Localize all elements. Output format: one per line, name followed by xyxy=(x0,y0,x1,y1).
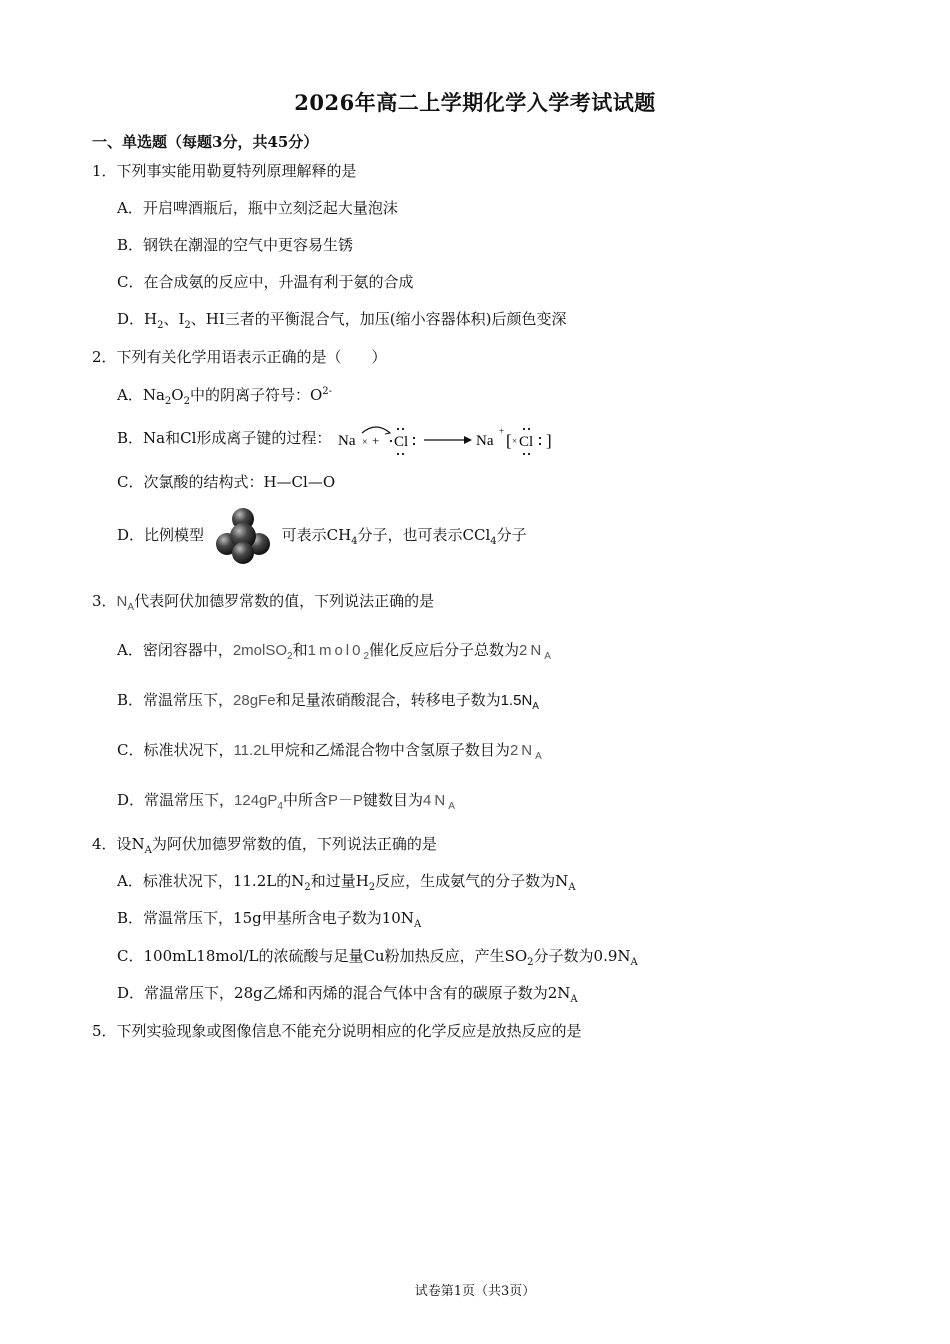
question-4-option-d: D．常温常压下，28g乙烯和丙烯的混合气体中含有的碳原子数为$2N_A$ xyxy=(117,984,578,1005)
question-2-option-a: A．$Na_2O_2$中的阴离子符号：$O^{2-}$ xyxy=(117,386,333,407)
question-2-option-c: C．次氯酸的结构式：H—Cl—O xyxy=(117,473,336,491)
page-title: 2026年高二上学期化学入学考试试题 xyxy=(294,90,656,115)
question-3-option-d: D．常温常压下，$124gP_4$中所含P－P键数目为$4N_A$ xyxy=(117,791,455,812)
question-2-stem: 2．下列有关化学用语表示正确的是（ ） xyxy=(92,348,387,366)
question-3-option-b: B．常温常压下，28gFe和足量浓硝酸混合，转移电子数为$1.5N_A$ xyxy=(117,691,539,712)
left-bracket: [ xyxy=(506,431,512,450)
question-3-option-a: A．密闭容器中，2molSO$_2$和$1mol0_2$催化反应后分子总数为$2N_A$ xyxy=(117,641,551,662)
na-ion-charge: + xyxy=(499,426,505,436)
question-1-option-d: D．$H_2$、$I_2$、HI三者的平衡混合气，加压(缩小容器体积)后颜色变深 xyxy=(117,310,567,331)
plus-sign: + xyxy=(372,433,380,448)
na-atom-label: Na xyxy=(338,433,356,449)
question-4-stem: 4．设$N_A$为阿伏加德罗常数的值，下列说法正确的是 xyxy=(92,835,437,856)
space-filling-model-image xyxy=(213,506,273,566)
question-5-stem: 5．下列实验现象或图像信息不能充分说明相应的化学反应是放热反应的是 xyxy=(92,1022,582,1040)
question-1-option-a: A．开启啤酒瓶后，瓶中立刻泛起大量泡沫 xyxy=(117,199,398,217)
question-3-stem: 3．$N_A$代表阿伏加德罗常数的值，下列说法正确的是 xyxy=(92,592,435,613)
question-1-option-c: C．在合成氨的反应中，升温有利于氨的合成 xyxy=(117,273,414,291)
cl-ion-label: Cl xyxy=(519,434,534,450)
cl-ion-electron-cross: × xyxy=(512,436,518,446)
question-4-option-c: C．100mL18mol/L的浓硫酸与足量Cu粉加热反应，产生$SO_2$分子数为$0.9N_A$ xyxy=(117,947,638,968)
question-3-option-c: C．标准状况下，11.2L甲烷和乙烯混合物中含氢原子数目为$2N_A$ xyxy=(117,741,542,762)
ionic-bond-formation-diagram xyxy=(336,419,561,459)
question-4-option-a: A．标准状况下，11.2L的$N_2$和过量$H_2$反应，生成氨气的分子数为$N_A$ xyxy=(117,872,576,893)
section-heading: 一、单选题（每题3分，共45分） xyxy=(92,133,319,151)
question-2-option-b: B．Na和Cl形成离子键的过程： Na × + Cl Na + [ × Cl ] xyxy=(117,418,561,458)
question-4-option-b: B．常温常压下，15g甲基所含电子数为$10N_A$ xyxy=(117,909,422,930)
question-2-option-d: D．比例模型 可表示$CH_4$分子，也可表示CCl$_4$分子 xyxy=(117,505,527,565)
page-footer: 试卷第1页（共3页） xyxy=(414,1284,536,1299)
question-1-stem: 1．下列事实能用勒夏特列原理解释的是 xyxy=(92,162,357,180)
na-ion-label: Na xyxy=(476,433,494,449)
na-symbol-image: N xyxy=(116,593,128,610)
cl-atom-label: Cl xyxy=(394,434,409,450)
question-1-option-b: B．钢铁在潮湿的空气中更容易生锈 xyxy=(117,236,354,254)
right-bracket: ] xyxy=(546,431,552,450)
na-electron-cross: × xyxy=(362,437,368,448)
